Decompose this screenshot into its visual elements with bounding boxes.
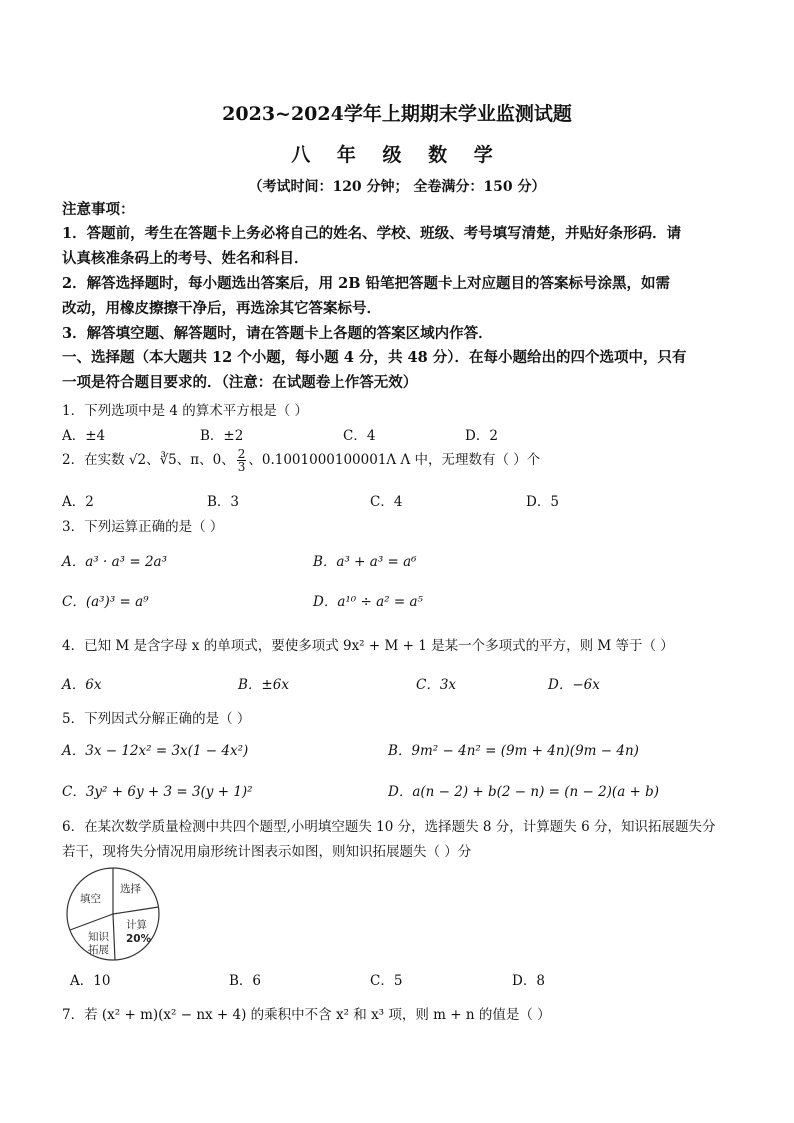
q2-option-a: A．2: [62, 494, 94, 510]
pie-label-choose: 选择: [120, 883, 141, 895]
q2-fraction: [237, 448, 247, 473]
exam-title: 2023~2024学年上期期末学业监测试题: [222, 103, 572, 125]
q5-option-b: B．9m² − 4n² = (9m + 4n)(9m − 4n): [388, 743, 639, 759]
q3-stem: 3．下列运算正确的是（ ）: [62, 519, 224, 535]
q2-option-d: D．5: [526, 494, 559, 510]
q4-option-d: D．−6x: [548, 677, 600, 693]
q5-option-a: A．3x − 12x² = 3x(1 − 4x²): [62, 743, 249, 759]
q7-stem: 7．若 (x² + m)(x² − nx + 4) 的乘积中不含 x² 和 x³ 项，则 m + n 的值是（ ）: [62, 1007, 551, 1023]
notes-heading: 注意事项：: [62, 201, 135, 218]
q4-option-b: B．±6x: [238, 677, 289, 693]
q3-option-b: B．a³ + a³ = a⁶: [313, 554, 417, 570]
q1-option-d: D．2: [465, 428, 498, 444]
q5-stem: 5．下列因式分解正确的是（ ）: [62, 711, 251, 727]
exam-info: （考试时间：120 分钟； 全卷满分：150 分）: [248, 179, 546, 195]
note-3: 3．解答填空题、解答题时，请在答题卡上各题的答案区域内作答．: [62, 325, 493, 342]
q2-fraction-denominator: 3: [237, 460, 246, 474]
q2-stem-post: 、0.1001000100001Λ Λ 中，无理数有（ ）个: [248, 452, 541, 468]
q3-option-a: A．a³ · a³ = 2a³: [62, 554, 167, 570]
note-1-line-b: 认真核准条码上的考号、姓名和科目．: [62, 250, 309, 267]
q5-option-d: D．a(n − 2) + b(2 − n) = (n − 2)(a + b): [388, 784, 660, 800]
note-1-line-a: 1．答题前，考生在答题卡上务必将自己的姓名、学校、班级、考号填写清楚，并贴好条形码．请: [62, 225, 682, 242]
q3-option-d: D．a¹⁰ ÷ a² = a⁵: [313, 594, 423, 610]
q4-option-c: C．3x: [416, 677, 457, 693]
q5-option-c: C．3y² + 6y + 3 = 3(y + 1)²: [62, 784, 253, 800]
q6-option-c: C．5: [370, 973, 403, 989]
pie-label-know-2: 拓展: [88, 944, 109, 956]
q2-option-c: C．4: [370, 494, 403, 510]
q2-stem: [62, 448, 540, 473]
pie-label-know-1: 知识: [88, 931, 109, 943]
q1-option-b: B．±2: [200, 428, 244, 444]
q4-stem: 4．已知 M 是含字母 x 的单项式，要使多项式 9x² + M + 1 是某一个多项式的平方，则 M 等于（ ）: [62, 638, 674, 654]
q2-stem-pre: 2．在实数 √2、∛5、π、0、: [62, 452, 235, 468]
note-2-line-a: 2．解答选择题时，每小题选出答案后，用 2B 铅笔把答题卡上对应题目的答案标号涂黑，如需: [62, 275, 671, 292]
pie-chart: [64, 866, 162, 962]
q6-stem-a: 6．在某次数学质量检测中共四个题型,小明填空题失 10 分，选择题失 8 分，计算题失 6 分，知识拓展题失分: [62, 819, 716, 835]
q1-option-a: A．±4: [62, 428, 106, 444]
q2-option-b: B．3: [207, 494, 240, 510]
q3-option-c: C．(a³)³ = a⁹: [62, 594, 149, 610]
section1-heading-b: 一项是符合题目要求的．（注意：在试题卷上作答无效）: [62, 374, 418, 391]
q1-stem: 1．下列选项中是 4 的算术平方根是（ ）: [62, 403, 309, 419]
q6-option-d: D．8: [512, 973, 545, 989]
pie-chart-svg: [64, 866, 162, 962]
q6-option-b: B．6: [229, 973, 262, 989]
pie-label-fill: 填空: [80, 893, 101, 905]
pie-label-calc: 计算: [126, 919, 147, 931]
q4-option-a: A．6x: [62, 677, 102, 693]
q6-stem-b: 若干，现将失分情况用扇形统计图表示如图，则知识拓展题失（ ）分: [62, 844, 472, 860]
section1-heading-a: 一、选择题（本大题共 12 个小题，每小题 4 分，共 48 分）．在每小题给出的四个选项中，只有: [62, 349, 687, 366]
q1-option-c: C．4: [343, 428, 376, 444]
q6-option-a: A．10: [70, 973, 111, 989]
pie-label-calc-pct: 20%: [126, 933, 152, 945]
q2-fraction-numerator: 2: [237, 447, 246, 461]
exam-subject: 八 年 级 数 学: [291, 144, 503, 166]
note-2-line-b: 改动，用橡皮擦擦干净后，再选涂其它答案标号．: [62, 300, 381, 317]
